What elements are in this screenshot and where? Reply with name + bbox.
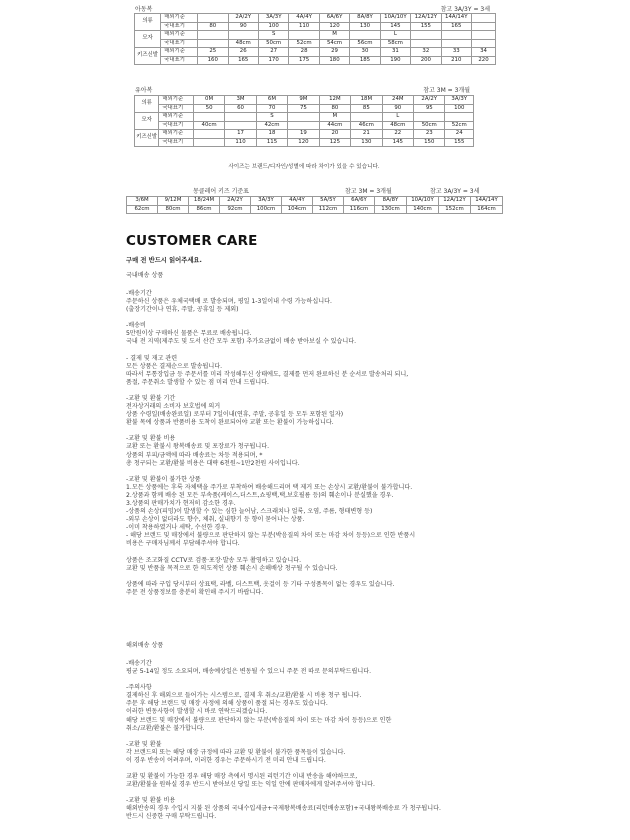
moncler-size-cell: 5A/5Y xyxy=(313,197,344,206)
policy-line: 총 청구되는 교환/환불 비용은 대략 6천원~1만2천원 사이입니다. xyxy=(126,459,300,467)
policy-line: 품절, 주문취소 발생할 수 있는 점 미리 안내 드립니다. xyxy=(126,378,269,386)
size-table-row xyxy=(135,14,496,23)
size-value-cell: 70 xyxy=(256,104,287,113)
size-value-cell: 3A/3Y xyxy=(258,14,288,23)
must-read-notice: 구매 전 반드시 읽어주세요. xyxy=(126,257,202,264)
size-value-cell: 9M xyxy=(288,96,319,105)
policy-line: -이미 착용하였거나 세탁, 수선한 경우. xyxy=(126,524,229,532)
size-value-cell: 42cm xyxy=(256,121,287,130)
moncler-size-table xyxy=(126,196,503,214)
size-value-cell: L xyxy=(382,113,413,122)
policy-line: -상품의 손상(피밍)이 발생할 수 있는 심한 늘어남, 스크래치나 얼룩, 오염, 주름, 형태변형 등) xyxy=(126,508,373,516)
policy-paragraph xyxy=(126,797,616,821)
kids-table-note: 참고 3A/3Y = 3세 xyxy=(440,6,490,13)
size-value-cell: 24M xyxy=(382,96,413,105)
size-table-row xyxy=(135,31,496,40)
size-standard-label: 해외기준 xyxy=(159,113,194,122)
size-value-cell: 100 xyxy=(445,104,474,113)
policy-heading: -교환 및 환불 xyxy=(126,740,162,748)
size-caption: 사이즈는 브랜드/디자인/성별에 따라 차이가 있을 수 있습니다. xyxy=(228,164,380,170)
size-table-row xyxy=(135,130,474,139)
size-value-cell xyxy=(289,31,319,40)
size-value-cell: 2A/2Y xyxy=(228,14,258,23)
size-value-cell: 80 xyxy=(198,22,228,31)
moncler-size-cell: 92cm xyxy=(220,205,251,214)
policy-line: 교환 또는 환불시 왕복배송료 및 포장료가 청구됩니다. xyxy=(126,443,270,451)
policy-line: 상품에 따라 구입 당시부터 상표택, 라벨, 더스트백, 옷걸이 등 기타 구성품목이 없는 경우도 있습니다. xyxy=(126,580,395,588)
size-standard-label: 국내표기 xyxy=(159,121,194,130)
policy-line: 주문 전 상품정보를 충분히 확인해 주시기 바랍니다. xyxy=(126,588,264,596)
size-value-cell: 8A/8Y xyxy=(350,14,380,23)
size-value-cell: 58cm xyxy=(380,39,410,48)
policy-paragraph xyxy=(126,435,606,467)
moncler-size-cell: 3A/3Y xyxy=(251,197,282,206)
size-table-row xyxy=(135,22,496,31)
moncler-size-cell: 4A/4Y xyxy=(282,197,313,206)
size-value-cell: S xyxy=(258,31,288,40)
policy-line: 따라서 무통장입금 등 주문서를 미리 작성해두신 상태에도, 결제를 먼저 완료하신 분 순서로 발송처리 되니, xyxy=(126,370,409,378)
size-value-cell: 60 xyxy=(225,104,256,113)
moncler-size-cell: 14A/14Y xyxy=(471,197,503,206)
policy-line: 국내 전 지역(제주도 및 도서 산간 모두 포함) 추가요금없이 배송 받아보실 수 있습니다. xyxy=(126,338,357,346)
size-value-cell: 165 xyxy=(441,22,471,31)
policy-line: 반드시 신중한 구매 부탁드립니다. xyxy=(126,813,217,821)
moncler-size-cell: 140cm xyxy=(407,205,439,214)
size-value-cell: 125 xyxy=(319,138,350,147)
size-value-cell xyxy=(193,113,224,122)
size-value-cell: 26 xyxy=(228,48,258,57)
size-value-cell xyxy=(198,14,228,23)
size-value-cell: 28 xyxy=(289,48,319,57)
policy-heading: -교환 및 환불 비용 xyxy=(126,797,176,805)
moncler-note-years: 참고 3A/3Y = 3세 xyxy=(430,188,480,195)
size-value-cell: 80 xyxy=(319,104,350,113)
size-standard-label: 해외기준 xyxy=(159,96,194,105)
policy-line: 해당 브랜드 및 매장에서 불량으로 판단하지 않는 부분(박음질의 차이 또는 마감 차이 등등)으로 인한 xyxy=(126,716,392,724)
size-value-cell: L xyxy=(380,31,410,40)
size-value-cell: 6M xyxy=(256,96,287,105)
customer-care-title: CUSTOMER CARE xyxy=(126,233,258,249)
kids-size-table xyxy=(134,13,496,65)
size-value-cell: 50 xyxy=(193,104,224,113)
size-value-cell: 185 xyxy=(350,56,380,65)
size-value-cell xyxy=(288,113,319,122)
moncler-row-cm xyxy=(127,205,503,214)
moncler-size-cell: 8A/8Y xyxy=(375,197,407,206)
moncler-size-cell: 10A/10Y xyxy=(407,197,439,206)
policy-line: 교환/환불을 원하실 경우 반드시 받아보신 당일 또는 익일 안에 판매자에게 알려주셔야 합니다. xyxy=(126,781,375,789)
policy-line: (출장기간이나 연휴, 주말, 공휴일 등 제외) xyxy=(126,306,239,314)
size-standard-label: 국내표기 xyxy=(161,39,198,48)
policy-paragraph xyxy=(126,557,606,573)
size-value-cell xyxy=(472,22,496,31)
policy-line: 교환 및 환불이 가능한 경우 해당 매장 측에서 명시된 리턴기간 이내 반송을 해야하므로, xyxy=(126,773,358,781)
size-value-cell: 12M xyxy=(319,96,350,105)
size-value-cell: 50cm xyxy=(414,121,445,130)
policy-line: 상품의 부피/금액에 따라 배송료는 차등 적용되며, * xyxy=(126,451,263,459)
size-value-cell: 120 xyxy=(288,138,319,147)
size-value-cell xyxy=(198,39,228,48)
size-value-cell: 110 xyxy=(225,138,256,147)
policy-paragraph xyxy=(126,660,616,676)
size-value-cell: 145 xyxy=(380,22,410,31)
moncler-size-cell: 2A/2Y xyxy=(220,197,251,206)
size-category-cell: 의류 xyxy=(135,96,159,113)
policy-heading: - 결제 및 재고 관련 xyxy=(126,354,178,362)
policy-line: - 해당 브랜드 및 매장에서 불량으로 판단하지 않는 부분(박음질의 차이 또는 마감 차이 등등)으로 인한 반품시 xyxy=(126,532,416,540)
size-value-cell: 170 xyxy=(258,56,288,65)
size-value-cell: 32 xyxy=(411,48,441,57)
domestic-policy-text xyxy=(126,290,606,605)
size-value-cell: 175 xyxy=(289,56,319,65)
size-standard-label: 국내표기 xyxy=(159,138,194,147)
policy-line: 전자상거래의 소비자 보호법에 의거 xyxy=(126,403,221,411)
moncler-size-cell: 112cm xyxy=(313,205,344,214)
size-value-cell: 0M xyxy=(193,96,224,105)
moncler-size-cell: 130cm xyxy=(375,205,407,214)
size-value-cell: 2A/2Y xyxy=(414,96,445,105)
size-standard-label: 해외기준 xyxy=(161,14,198,23)
baby-table-title: 유아복 xyxy=(135,87,153,94)
size-table-row xyxy=(135,96,474,105)
size-value-cell: 165 xyxy=(228,56,258,65)
size-category-cell: 의류 xyxy=(135,14,161,31)
size-value-cell: 27 xyxy=(258,48,288,57)
policy-line: 2.상품과 함께 배송 된 모든 부속품(케이스,더스트,쇼핑백,택,보호필름 등)의 훼손이나 분실했을 경우. xyxy=(126,491,394,499)
size-value-cell: 31 xyxy=(380,48,410,57)
size-value-cell: 3M xyxy=(225,96,256,105)
size-category-cell: 모자 xyxy=(135,113,159,130)
policy-line: 상품은 조고화질 CCTV로 검품·포장·발송 모두 촬영하고 있습니다. xyxy=(126,556,302,564)
moncler-size-cell: 62cm xyxy=(127,205,158,214)
policy-line: 모든 상품은 결제순으로 발송됩니다. xyxy=(126,362,223,370)
policy-heading: -배송기간 xyxy=(126,660,152,667)
size-value-cell: 3A/3Y xyxy=(445,96,474,105)
policy-line: 교환 및 반품을 목적으로 한 의도적인 상품 훼손시 손해배상 청구될 수 있습니다. xyxy=(126,564,338,572)
moncler-size-cell: 18/24M xyxy=(189,197,220,206)
size-value-cell: 190 xyxy=(380,56,410,65)
size-value-cell: 48cm xyxy=(228,39,258,48)
moncler-table-title: 몽클레어 키즈 기준표 xyxy=(193,188,249,195)
policy-paragraph xyxy=(126,581,606,597)
size-value-cell xyxy=(351,113,382,122)
size-value-cell: S xyxy=(256,113,287,122)
moncler-note-months: 참고 3M = 3개월 xyxy=(345,188,392,195)
size-value-cell: 50cm xyxy=(258,39,288,48)
size-value-cell: 90 xyxy=(228,22,258,31)
size-value-cell xyxy=(193,130,224,139)
size-value-cell: 145 xyxy=(382,138,413,147)
size-value-cell xyxy=(193,138,224,147)
size-value-cell: 56cm xyxy=(350,39,380,48)
policy-line: 상품 수령일(배송완료일) 로부터 7일이내(연휴, 주말, 공휴일 등 모두 포함된 일자) xyxy=(126,411,344,419)
moncler-size-cell: 80cm xyxy=(158,205,189,214)
size-value-cell: 210 xyxy=(441,56,471,65)
size-value-cell: 75 xyxy=(288,104,319,113)
size-value-cell: 24 xyxy=(445,130,474,139)
policy-line: 각 브랜드의 또는 해당 매장 규정에 따라 교환 및 환불이 불가한 품목들이 있습니다. xyxy=(126,748,346,756)
policy-line: 취소/교환/환불은 불가합니다. xyxy=(126,724,205,732)
size-value-cell xyxy=(350,31,380,40)
size-value-cell: 25 xyxy=(198,48,228,57)
policy-line: 이러한 변동사항이 발생할 시 바로 연락드리겠습니다. xyxy=(126,708,268,716)
size-value-cell: 130 xyxy=(350,22,380,31)
size-table-row xyxy=(135,48,496,57)
policy-line: 환불 목에 상품과 반품비용 도착이 완료되어야 교환 또는 환불이 가능하십니다. xyxy=(126,419,334,427)
size-value-cell xyxy=(411,31,441,40)
size-value-cell: 110 xyxy=(289,22,319,31)
size-table-row xyxy=(135,138,474,147)
size-value-cell xyxy=(472,14,496,23)
policy-paragraph xyxy=(126,476,606,549)
size-value-cell: 150 xyxy=(414,138,445,147)
size-value-cell xyxy=(414,113,445,122)
size-value-cell xyxy=(288,121,319,130)
policy-heading: -교환 및 환불이 불가한 상품 xyxy=(126,475,201,483)
size-value-cell: 30 xyxy=(350,48,380,57)
size-table-row xyxy=(135,104,474,113)
size-value-cell: 20 xyxy=(319,130,350,139)
policy-paragraph xyxy=(126,322,606,346)
size-value-cell: M xyxy=(319,113,350,122)
size-value-cell xyxy=(411,39,441,48)
size-value-cell: 155 xyxy=(445,138,474,147)
size-value-cell: 22 xyxy=(382,130,413,139)
size-value-cell: 23 xyxy=(414,130,445,139)
size-standard-label: 국내표기 xyxy=(161,56,198,65)
size-value-cell: 85 xyxy=(351,104,382,113)
size-value-cell: 46cm xyxy=(351,121,382,130)
size-standard-label: 국내표기 xyxy=(161,22,198,31)
size-value-cell: 100 xyxy=(258,22,288,31)
size-value-cell xyxy=(445,113,474,122)
size-value-cell: 10A/10Y xyxy=(380,14,410,23)
policy-heading: -배송비 xyxy=(126,322,146,330)
size-value-cell: 180 xyxy=(319,56,349,65)
kids-table-title: 아동복 xyxy=(135,6,153,13)
policy-paragraph xyxy=(126,684,616,733)
policy-line: 이 경우 반송이 어려우며, 이러한 경우는 주문하시기 전 미리 안내 드립니다. xyxy=(126,756,326,764)
size-standard-label: 국내표기 xyxy=(159,104,194,113)
size-value-cell: 12A/12Y xyxy=(411,14,441,23)
size-value-cell: 18 xyxy=(256,130,287,139)
policy-paragraph xyxy=(126,290,606,314)
size-value-cell: 19 xyxy=(288,130,319,139)
policy-line: 주문 후 해당 브랜드 및 매장 사정에 의해 상품이 품절 되는 경우도 있습니다. xyxy=(126,700,328,708)
baby-size-table xyxy=(134,95,474,147)
size-value-cell xyxy=(472,31,496,40)
size-value-cell: 95 xyxy=(414,104,445,113)
policy-heading: -교환 및 환불 비용 xyxy=(126,435,176,443)
size-value-cell: 220 xyxy=(472,56,496,65)
moncler-size-cell: 12A/12Y xyxy=(439,197,471,206)
size-value-cell xyxy=(472,39,496,48)
moncler-size-cell: 9/12M xyxy=(158,197,189,206)
policy-line: 3.상품의 판매가치가 현저히 감소한 경우. xyxy=(126,499,236,507)
size-value-cell: M xyxy=(319,31,349,40)
policy-paragraph xyxy=(126,741,616,765)
size-value-cell: 4A/4Y xyxy=(289,14,319,23)
moncler-size-cell: 6A/6Y xyxy=(344,197,375,206)
size-table-row xyxy=(135,56,496,65)
baby-table-note: 참고 3M = 3개월 xyxy=(423,87,470,94)
size-value-cell xyxy=(198,31,228,40)
moncler-size-cell: 116cm xyxy=(344,205,375,214)
size-table-row xyxy=(135,113,474,122)
size-standard-label: 해외기준 xyxy=(159,130,194,139)
size-category-cell: 키즈신발 xyxy=(135,130,159,147)
size-value-cell: 34 xyxy=(472,48,496,57)
domestic-section-title: 국내배송 상품 xyxy=(126,272,164,279)
size-value-cell: 115 xyxy=(256,138,287,147)
size-value-cell: 44cm xyxy=(319,121,350,130)
size-value-cell: 48cm xyxy=(382,121,413,130)
policy-line: 5만원이상 구매하신 물품은 무료로 배송됩니다. xyxy=(126,330,252,338)
moncler-size-cell: 152cm xyxy=(439,205,471,214)
policy-heading: -배송기간 xyxy=(126,290,152,297)
size-standard-label: 해외기준 xyxy=(161,48,198,57)
size-value-cell: 90 xyxy=(382,104,413,113)
size-value-cell: 52cm xyxy=(445,121,474,130)
size-value-cell xyxy=(225,113,256,122)
moncler-size-cell: 3/6M xyxy=(127,197,158,206)
size-value-cell: 40cm xyxy=(193,121,224,130)
size-value-cell: 155 xyxy=(411,22,441,31)
moncler-size-cell: 104cm xyxy=(282,205,313,214)
moncler-row-intl xyxy=(127,197,503,206)
policy-paragraph xyxy=(126,355,606,387)
policy-paragraph xyxy=(126,395,606,427)
size-value-cell: 130 xyxy=(351,138,382,147)
policy-line: 주문하신 상품은 우체국택배 로 발송되며, 평일 1-3일이내 수령 가능하십니다. xyxy=(126,298,332,306)
size-value-cell: 120 xyxy=(319,22,349,31)
size-value-cell xyxy=(225,121,256,130)
size-value-cell: 29 xyxy=(319,48,349,57)
policy-line: 해외반송의 경우 수입시 지불 된 상품의 국내수입세금+국제왕복배송료(리턴배송포함)+국내왕복배송료 가 청구됩니다. xyxy=(126,805,441,813)
size-value-cell xyxy=(228,31,258,40)
size-value-cell: 33 xyxy=(441,48,471,57)
size-value-cell: 160 xyxy=(198,56,228,65)
size-value-cell xyxy=(441,39,471,48)
size-value-cell: 200 xyxy=(411,56,441,65)
overseas-section-title: 해외배송 상품 xyxy=(126,642,164,649)
size-category-cell: 모자 xyxy=(135,31,161,48)
size-value-cell: 18M xyxy=(351,96,382,105)
policy-line: 결제하신 후 해외으로 들어가는 시스템으로, 결제 후 취소/교환/환불 시 비용 청구 됩니다. xyxy=(126,692,362,700)
policy-line: 1.모든 상품에는 후룩 자체택을 주가로 부착하여 배송해드리며 택 제거 또는 손상시 교환/환불이 불가합니다. xyxy=(126,483,413,491)
size-value-cell: 17 xyxy=(225,130,256,139)
size-standard-label: 해외기준 xyxy=(161,31,198,40)
policy-line: 비용은 구매자님께서 부담해주셔야 합니다. xyxy=(126,540,240,548)
size-category-cell: 키즈신발 xyxy=(135,48,161,65)
moncler-size-cell: 86cm xyxy=(189,205,220,214)
overseas-policy-text xyxy=(126,660,616,830)
policy-line: -외부 손상이 없더라도 향수, 체취, 실내향기 등 향이 묻어나는 상품. xyxy=(126,516,305,524)
moncler-size-cell: 164cm xyxy=(471,205,503,214)
size-table-row xyxy=(135,121,474,130)
size-value-cell: 52cm xyxy=(289,39,319,48)
size-value-cell: 54cm xyxy=(319,39,349,48)
policy-paragraph xyxy=(126,773,616,789)
moncler-size-cell: 100cm xyxy=(251,205,282,214)
size-value-cell xyxy=(441,31,471,40)
policy-heading: -교환 및 환불 기간 xyxy=(126,394,176,402)
size-table-row xyxy=(135,39,496,48)
size-value-cell: 6A/6Y xyxy=(319,14,349,23)
policy-heading: -주의사항 xyxy=(126,684,152,692)
policy-line: 평균 5-14일 정도 소요되며, 배송예상일은 변동될 수 있으니 주문 전 따로 문의부탁드립니다. xyxy=(126,668,372,676)
size-value-cell: 14A/14Y xyxy=(441,14,471,23)
size-value-cell: 21 xyxy=(351,130,382,139)
